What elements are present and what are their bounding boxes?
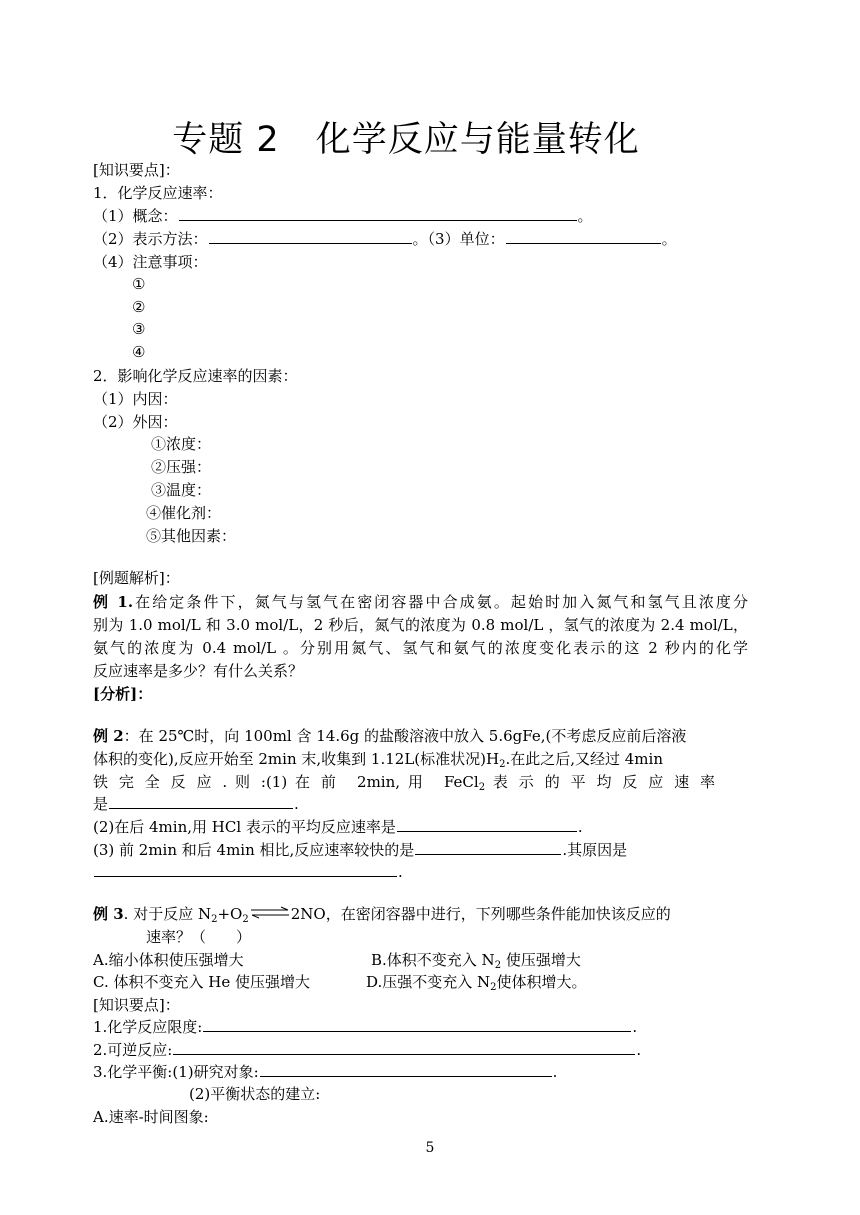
example2-line bbox=[93, 726, 686, 746]
period: . bbox=[636, 1041, 642, 1059]
equilibrium-line bbox=[93, 1062, 557, 1082]
example2-text: .在此之后,又经过 4min bbox=[505, 750, 663, 768]
subscript: 2 bbox=[478, 782, 486, 793]
subscript: 2 bbox=[242, 914, 249, 925]
concept-label: （1）概念： bbox=[93, 207, 178, 225]
knowledge-header-2: [知识要点]： bbox=[93, 996, 180, 1014]
period: 。 bbox=[661, 230, 677, 248]
answer-blank bbox=[415, 840, 561, 855]
method-unit-line bbox=[93, 229, 677, 249]
option-text: B.体积不变充入 N bbox=[371, 951, 495, 969]
concept-line bbox=[93, 206, 593, 226]
answer-blank bbox=[397, 817, 577, 832]
knowledge-header: [知识要点]： bbox=[93, 161, 180, 179]
answer-blank bbox=[203, 1017, 631, 1032]
example2-line bbox=[93, 840, 627, 860]
concept-blank bbox=[179, 206, 577, 221]
example2-text: 铁 完 全 反 应 . 则 :(1) 在 前 2min, 用 FeCl bbox=[93, 773, 479, 791]
equilibrium-label: 3.化学平衡:(1)研究对象: bbox=[93, 1063, 259, 1081]
period: 。 bbox=[577, 207, 593, 225]
option-text: D.压强不变充入 N bbox=[366, 973, 491, 991]
examples-header: [例题解析]： bbox=[93, 569, 180, 587]
page-number: 5 bbox=[425, 1140, 435, 1156]
example1-line: 反应速率是多少？有什么关系？ bbox=[93, 662, 304, 680]
example1-line bbox=[93, 592, 748, 612]
notes-label: （4）注意事项： bbox=[93, 253, 208, 271]
heading-reaction-rate: 1．化学反应速率： bbox=[93, 184, 223, 202]
example2-text: (3) 前 2min 和后 4min 相比,反应速率较快的是 bbox=[93, 841, 415, 859]
option-c: C. 体积不变充入 He 使压强增大 bbox=[93, 973, 310, 991]
limit-line bbox=[93, 1017, 637, 1037]
option-text: 使压强增大 bbox=[501, 951, 581, 969]
heading-factors: 2．影响化学反应速率的因素： bbox=[93, 367, 298, 385]
unit-label: 。（3）单位： bbox=[412, 230, 505, 248]
example2-text: .其原因是 bbox=[562, 841, 628, 859]
subscript: 2 bbox=[494, 960, 502, 971]
reversible-line bbox=[93, 1040, 641, 1060]
answer-blank bbox=[260, 1062, 552, 1077]
period: . bbox=[577, 818, 583, 836]
subscript: 2 bbox=[499, 759, 506, 770]
option-d bbox=[366, 972, 587, 998]
example2-line bbox=[93, 817, 583, 837]
example2-text: 体积的变化),反应开始至 2min 末,收集到 1.12L(标准状况)H bbox=[93, 750, 500, 768]
example3-text: 2NO，在密闭容器中进行，下列哪些条件能加快该反应的 bbox=[290, 905, 671, 923]
period: . bbox=[552, 1063, 558, 1081]
example1-line: 别为 1.0 mol/L 和 3.0 mol/L，2 秒后，氮气的浓度为 0.8 mol/L ，氢气的浓度为 2.4 mol/L， bbox=[93, 616, 748, 634]
answer-blank bbox=[173, 1040, 635, 1055]
period: . bbox=[398, 863, 403, 881]
analysis-label: [分析]： bbox=[93, 685, 153, 703]
subscript: 2 bbox=[211, 914, 218, 925]
example3-text: +O bbox=[217, 905, 243, 923]
period: . bbox=[294, 795, 299, 813]
option-a: A.缩小体积使压强增大 bbox=[93, 951, 244, 969]
factor-item: ⑤其他因素： bbox=[146, 527, 237, 545]
equilibrium-establishment: (2)平衡状态的建立: bbox=[189, 1085, 321, 1103]
example1-line: 氨气的浓度为 0.4 mol/L 。分别用氮气、氢气和氨气的浓度变化表示的这 2 秒内的化学 bbox=[93, 639, 748, 657]
example1-text: 在给定条件下，氮气与氢气在密闭容器中合成氨。起始时加入氮气和氢气且浓度分 bbox=[133, 593, 748, 611]
example2-text: 表 示 的 平 均 反 应 速 率 bbox=[485, 773, 716, 791]
page-title: 专题 2 化学反应与能量转化 bbox=[172, 120, 640, 160]
option-text: 使体积增大。 bbox=[496, 973, 587, 991]
method-blank bbox=[209, 229, 412, 244]
factor-item: ④催化剂： bbox=[146, 504, 222, 522]
note-item: ① bbox=[132, 275, 146, 293]
example2-text: (2)在后 4min,用 HCl 表示的平均反应速率是 bbox=[93, 818, 396, 836]
note-item: ③ bbox=[132, 320, 146, 338]
example2-label: 例 2 bbox=[93, 727, 124, 745]
method-label: （2）表示方法： bbox=[93, 230, 208, 248]
example3-label: 例 3 bbox=[93, 905, 124, 923]
factor-item: ②压强： bbox=[151, 458, 212, 476]
example2-line bbox=[93, 794, 299, 814]
example2-line bbox=[93, 862, 403, 882]
rate-time-graph-label: A.速率-时间图象: bbox=[93, 1108, 209, 1126]
factor-item: ③温度： bbox=[151, 481, 212, 499]
note-item: ④ bbox=[132, 343, 146, 361]
equilibrium-arrows-icon bbox=[249, 905, 291, 919]
unit-blank bbox=[506, 229, 661, 244]
factor-item: ①浓度： bbox=[151, 435, 212, 453]
reversible-label: 2.可逆反应: bbox=[93, 1041, 173, 1059]
answer-blank bbox=[94, 862, 397, 877]
note-item: ② bbox=[132, 298, 146, 316]
limit-label: 1.化学反应限度: bbox=[93, 1018, 203, 1036]
subscript: 2 bbox=[490, 982, 497, 993]
example2-text: 是 bbox=[93, 795, 109, 813]
example3-text: . 对于反应 N bbox=[123, 905, 212, 923]
period: . bbox=[632, 1018, 638, 1036]
internal-factor: （1）内因： bbox=[93, 390, 178, 408]
external-factor: （2）外因： bbox=[93, 413, 178, 431]
answer-blank bbox=[109, 794, 293, 809]
example1-label: 例 1. bbox=[93, 593, 134, 611]
example3-line: 速率？（ ） bbox=[146, 928, 252, 946]
example2-text: ：在 25℃时，向 100ml 含 14.6g 的盐酸溶液中放入 5.6gFe,(不考虑反应前后溶液 bbox=[123, 727, 687, 745]
